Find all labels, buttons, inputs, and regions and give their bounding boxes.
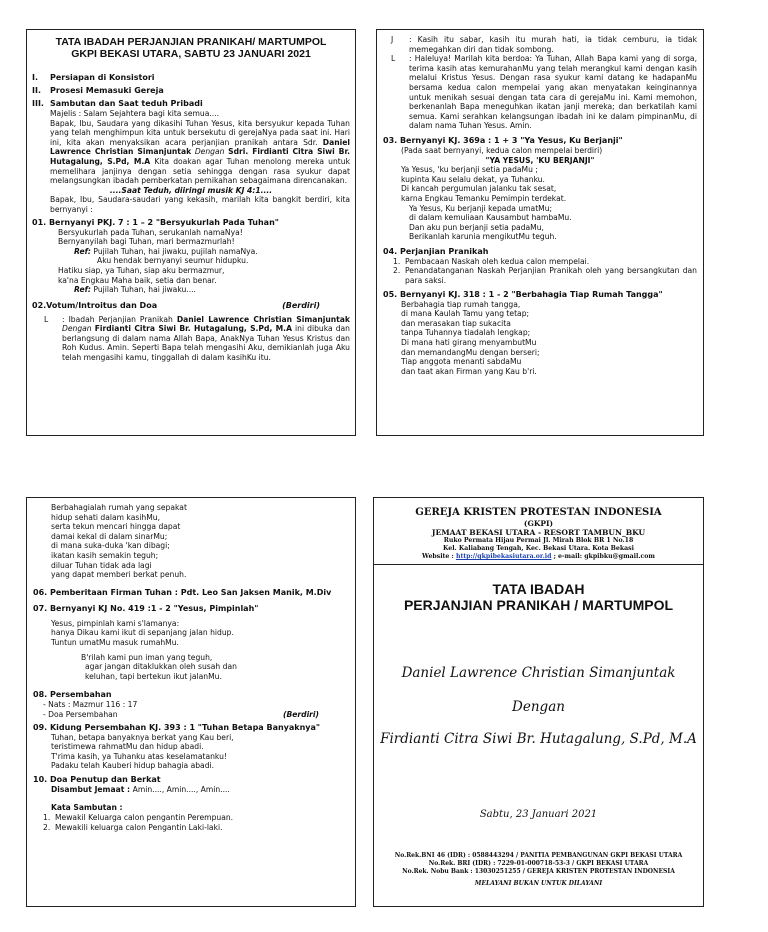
section-9-title: 09. Kidung Persembahan KJ. 393 : 1 "Tuhan Betapa Banyaknya" xyxy=(33,722,321,732)
song-5-verse-line: di mana suka-duka 'kan dibagi; xyxy=(51,541,170,551)
section-4-item: 2. Penandatanganan Naskah Perjanjian Pranikah oleh yang bersangkutan dan para saksi. xyxy=(393,266,697,286)
song-9-line: Tuhan, betapa banyaknya berkat yang Kau beri, xyxy=(51,732,234,742)
bank-account: No.Rek. BRI (IDR) : 7229-01-000718-53-3 / GKPI BEKASI UTARA xyxy=(428,860,649,867)
song-3-note: (Pada saat bernyanyi, kedua calon mempelai berdiri) xyxy=(401,145,603,155)
song-3-line: kupinta Kau selalu dekat, ya Tuhanku. xyxy=(401,174,545,184)
liturgy-subtitle: GKPI BEKASI UTARA, SABTU 23 JANUARI 2021 xyxy=(71,48,311,60)
service-date: Sabtu, 23 Januari 2021 xyxy=(479,809,598,820)
song-5-verse-line: ikatan kasih semakin teguh; xyxy=(51,550,159,560)
section-4-item: 1. Pembacaan Naskah oleh kedua calon mempelai. xyxy=(393,256,590,266)
kata-sambutan-item: 1. Mewakil Keluarga calon pengantin Perempuan. xyxy=(43,813,234,823)
song-5-line: dan memandangMu dengan berseri; xyxy=(401,347,540,357)
song-5-line: Berbahagia tiap rumah tangga, xyxy=(401,299,521,309)
bride-name: Firdianti Citra Siwi Br. Hutagalung, S.Pd, M.A xyxy=(380,731,697,747)
church-abbr: (GKPI) xyxy=(523,519,554,528)
section-4-title: 04. Perjanjian Pranikah xyxy=(383,246,489,256)
song-1-line: Bernyanyilah bagi Tuhan, mari bermazmurlah! xyxy=(58,237,235,247)
song-5-verse-line: damai kekal di dalam sinarMu; xyxy=(51,531,168,541)
song-7-line: Yesus, pimpinlah kami s'lamanya: xyxy=(51,618,180,628)
song-5-line: dan taat akan Firman yang Kau b'ri. xyxy=(401,366,537,376)
page-panel-3 xyxy=(26,497,356,907)
rise-paragraph: Bapak, Ibu, Saudara-saudari yang kekasih, marilah kita bangkit berdiri, kita bernyanyi : xyxy=(50,195,350,214)
song-3-line: Di kancah pergumulan jalanku tak sesat, xyxy=(401,184,557,194)
song-5-line: dan merasakan tiap sukacita xyxy=(401,318,511,328)
song-5-verse-line: hidup sehati dalam kasihMu, xyxy=(51,512,161,522)
song-1-refrain-line: Aku hendak bernyanyi seumur hidupku. xyxy=(97,256,249,266)
song-3-line: Berikanlah karunia mengikutMu teguh. xyxy=(409,232,557,242)
section-3: III. Sambutan dan Saat teduh Pribadi xyxy=(32,99,203,108)
song-5-title: 05. Bernyanyi KJ. 318 : 1 - 2 "Berbahagia Tiap Rumah Tangga" xyxy=(383,289,663,299)
groom-name: Daniel Lawrence Christian Simanjuntak xyxy=(401,665,676,681)
response-j: J : Kasih itu sabar, kasih itu murah hati, ia tidak cemburu, ia tidak memegahkan diri dan tidak sombong. xyxy=(391,35,697,54)
church-contact: Website : http://gkpibekasiutara.or.id ; e-mail: gkpibku@gmail.com xyxy=(422,553,655,560)
song-1-refrain: Ref: Pujilah Tuhan, hai jiwaku, pujilah namaNya. xyxy=(74,246,258,256)
song-3-line: Ya Yesus, Ku berjanji kepada umatMu; xyxy=(409,203,553,213)
song-1-line: Hatiku siap, ya Tuhan, siap aku bermazmur, xyxy=(58,265,225,275)
section-6-title: 06. Pemberitaan Firman Tuhan : Pdt. Leo San Jaksen Manik, M.Div xyxy=(33,587,332,597)
song-5-line: Tiap anggota menanti sabdaMu xyxy=(401,357,522,367)
congregation-name: JEMAAT BEKASI UTARA - RESORT TAMBUN_BKU xyxy=(431,528,646,537)
song-3-line: di dalam kemuliaan Kausambut hambaMu. xyxy=(409,213,572,223)
response-l: L : Haleluya! Marilah kita berdoa: Ya Tuhan, Allah Bapa kami yang di sorga, terima kasih atas kemurahanMu yang telah merangkul kami dengan kasih melalui Kristus Yesus. Dengan rasa syukur kami datang ke hadapanMu bersama kedua calon mempelai yang akan menyatakan keinginannya untuk menikah sesuai dengan tata cara di gerejaMu ini. Kami memohon, berkenanlah Bapa meneguhkan ikatan janji mereka; dan berkatilah kami semua. Kami serahkan kelangsungan ibadah ini ke dalam pimpinanMu, di dalam nama Tuhan Yesus. Amin. xyxy=(391,54,697,131)
page-panel-2 xyxy=(376,29,704,436)
song-7-line: keluhan, tapi bertekun ikut jalanMu. xyxy=(85,671,222,681)
kata-sambutan-title: Kata Sambutan : xyxy=(51,803,123,813)
song-9-line: teristimewa rahmatMu dan hidup abadi. xyxy=(51,742,204,752)
votum-text: L : Ibadah Perjanjian Pranikah Daniel Lawrence Christian Simanjuntak Dengan Firdianti Citra Siwi Br. Hutagalung, S.Pd, M.A ini dibuka dan berlangsung di dalam nama Allah Bapa, AnakNya Tuhan Yesus Kristus dan Roh Kudus. Amin. Seperti Bapa telah mengasihi Aku, demikianlah juga Aku telah mengasihi kamu, tinggallah di dalam kasihKu itu. xyxy=(44,314,350,363)
song-5-line: di mana Kaulah Tamu yang tetap; xyxy=(401,309,530,319)
song-5-verse-line: yang dapat memberi berkat penuh. xyxy=(51,570,187,580)
song-5-line: tanpa Tuhannya tiadalah lengkap; xyxy=(401,328,531,338)
section-7-title: 07. Bernyanyi KJ No. 419 :1 - 2 "Yesus, Pimpinlah" xyxy=(33,603,259,613)
section-8-item: - Nats : Mazmur 116 : 17 xyxy=(43,700,138,710)
dengan-label: Dengan xyxy=(512,699,565,715)
song-3-line: Ya Yesus, 'ku berjanji setia padaMu ; xyxy=(401,165,538,175)
song-9-line: T'rima kasih, ya Tuhanku atas keselamatanku! xyxy=(51,751,227,761)
bank-account: No.Rek. Nobu Bank : 13030251255 / GEREJA KRISTEN PROTESTAN INDONESIA xyxy=(402,868,675,875)
votum-title: 02.Votum/Introitus dan Doa (Berdiri) xyxy=(32,300,320,310)
section-10-response: Disambut Jemaat : Amin...., Amin...., Amin.... xyxy=(51,784,230,794)
opening-paragraph: Bapak, Ibu, Saudara yang dikasihi Tuhan Yesus, kita bersyukur kepada Tuhan yang telah menghimpun kita untuk bersekutu di gerejaNya pada saat ini. Hari ini, kita akan menyaksikan acara perjanjian pranikah antara Sdr. Daniel Lawrence Christian Simanjuntak Dengan Sdri. Firdianti Citra Siwi Br. Hutagalung, S.Pd, M.A Kita doakan agar Tuhan menolong mereka untuk memelihara janjinya dengan setia sehingga dengan rasa syukur dapat melangsungkan ibadah pemberkatan pernikahan sebagaimana direncanakan. xyxy=(50,118,351,186)
section-10-title: 10. Doa Penutup dan Berkat xyxy=(33,774,161,784)
song-7-line: B'rilah kami pun iman yang teguh, xyxy=(81,652,213,662)
motto: MELAYANI BUKAN UNTUK DILAYANI xyxy=(474,880,603,887)
saat-teduh: ....Saat Teduh, diiringi musik KJ 4:1.... xyxy=(109,185,273,195)
website-link[interactable]: http://gkpibekasiutara.or.id xyxy=(455,553,552,560)
song-5-line: Di mana hati girang menyambutMu xyxy=(401,338,537,348)
kata-sambutan-item: 2. Mewakili keluarga calon Pengantin Laki-laki. xyxy=(43,822,223,832)
song-5-verse-line: Berbahagialah rumah yang sepakat xyxy=(51,503,187,512)
song-7-line: hanya Dikau kami ikut di sepanjang jalan hidup. xyxy=(51,628,234,638)
song-3-line: Dan aku pun berjanji setia padaMu, xyxy=(409,222,544,232)
song-9-line: Padaku telah Kauberi hidup bahagia abadi. xyxy=(51,761,215,771)
bank-account: No.Rek.BNI 46 (IDR) : 0588443294 / PANITIA PEMBANGUNAN GKPI BEKASI UTARA xyxy=(394,852,683,859)
section-2: II. Prosesi Memasuki Gereja xyxy=(32,86,164,95)
liturgy-title: TATA IBADAH PERJANJIAN PRANIKAH/ MARTUMPOL xyxy=(55,36,327,48)
song-7-line: agar jangan ditaklukkan oleh susah dan xyxy=(85,662,237,672)
page-panel-cover xyxy=(373,497,704,907)
page-panel-1 xyxy=(26,29,356,436)
section-8-item: - Doa Persembahan (Berdiri) xyxy=(43,709,319,719)
section-1: I. Persiapan di Konsistori xyxy=(32,73,155,82)
song-5-verse-line: serta tekun mencari hingga dapat xyxy=(51,522,181,532)
cover-subtitle: PERJANJIAN PRANIKAH / MARTUMPOL xyxy=(403,597,674,613)
song-3-line: karna Engkau Temanku Pemimpin terdekat. xyxy=(401,193,567,203)
song-1-line: ka'na Engkau Maha baik, setia dan benar. xyxy=(58,275,217,285)
song-3-title: 03. Bernyanyi KJ. 369a : 1 + 3 "Ya Yesus, Ku Berjanji" xyxy=(383,135,623,145)
song-5-verse-line: diluar Tuhan tidak ada lagi xyxy=(51,560,152,570)
church-address: Kel. Kaliabang Tengah, Kec. Bekasi Utara. Kota Bekasi xyxy=(443,545,634,552)
song-1-line: Bersyukurlah pada Tuhan, serukanlah namaNya! xyxy=(58,227,243,237)
song-3-subtitle: "YA YESUS, 'KU BERJANJI" xyxy=(485,155,595,165)
majelis-line: Majelis : Salam Sejahtera bagi kita semua.... xyxy=(50,109,220,118)
song-7-line: Tuntun umatMu masuk rumahMu. xyxy=(51,637,179,647)
church-name: GEREJA KRISTEN PROTESTAN INDONESIA xyxy=(415,507,662,518)
song-1-title: 01. Bernyanyi PKJ. 7 : 1 – 2 "Bersyukurlah Pada Tuhan" xyxy=(32,217,279,227)
cover-title: TATA IBADAH xyxy=(492,581,585,597)
song-1-refrain: Ref: Pujilah Tuhan, hai jiwaku.... xyxy=(74,285,196,295)
section-8-title: 08. Persembahan xyxy=(33,690,112,700)
church-address: Ruko Permata Hijau Permai Jl. Mirah Blok BR 1 No.18 xyxy=(443,537,634,544)
